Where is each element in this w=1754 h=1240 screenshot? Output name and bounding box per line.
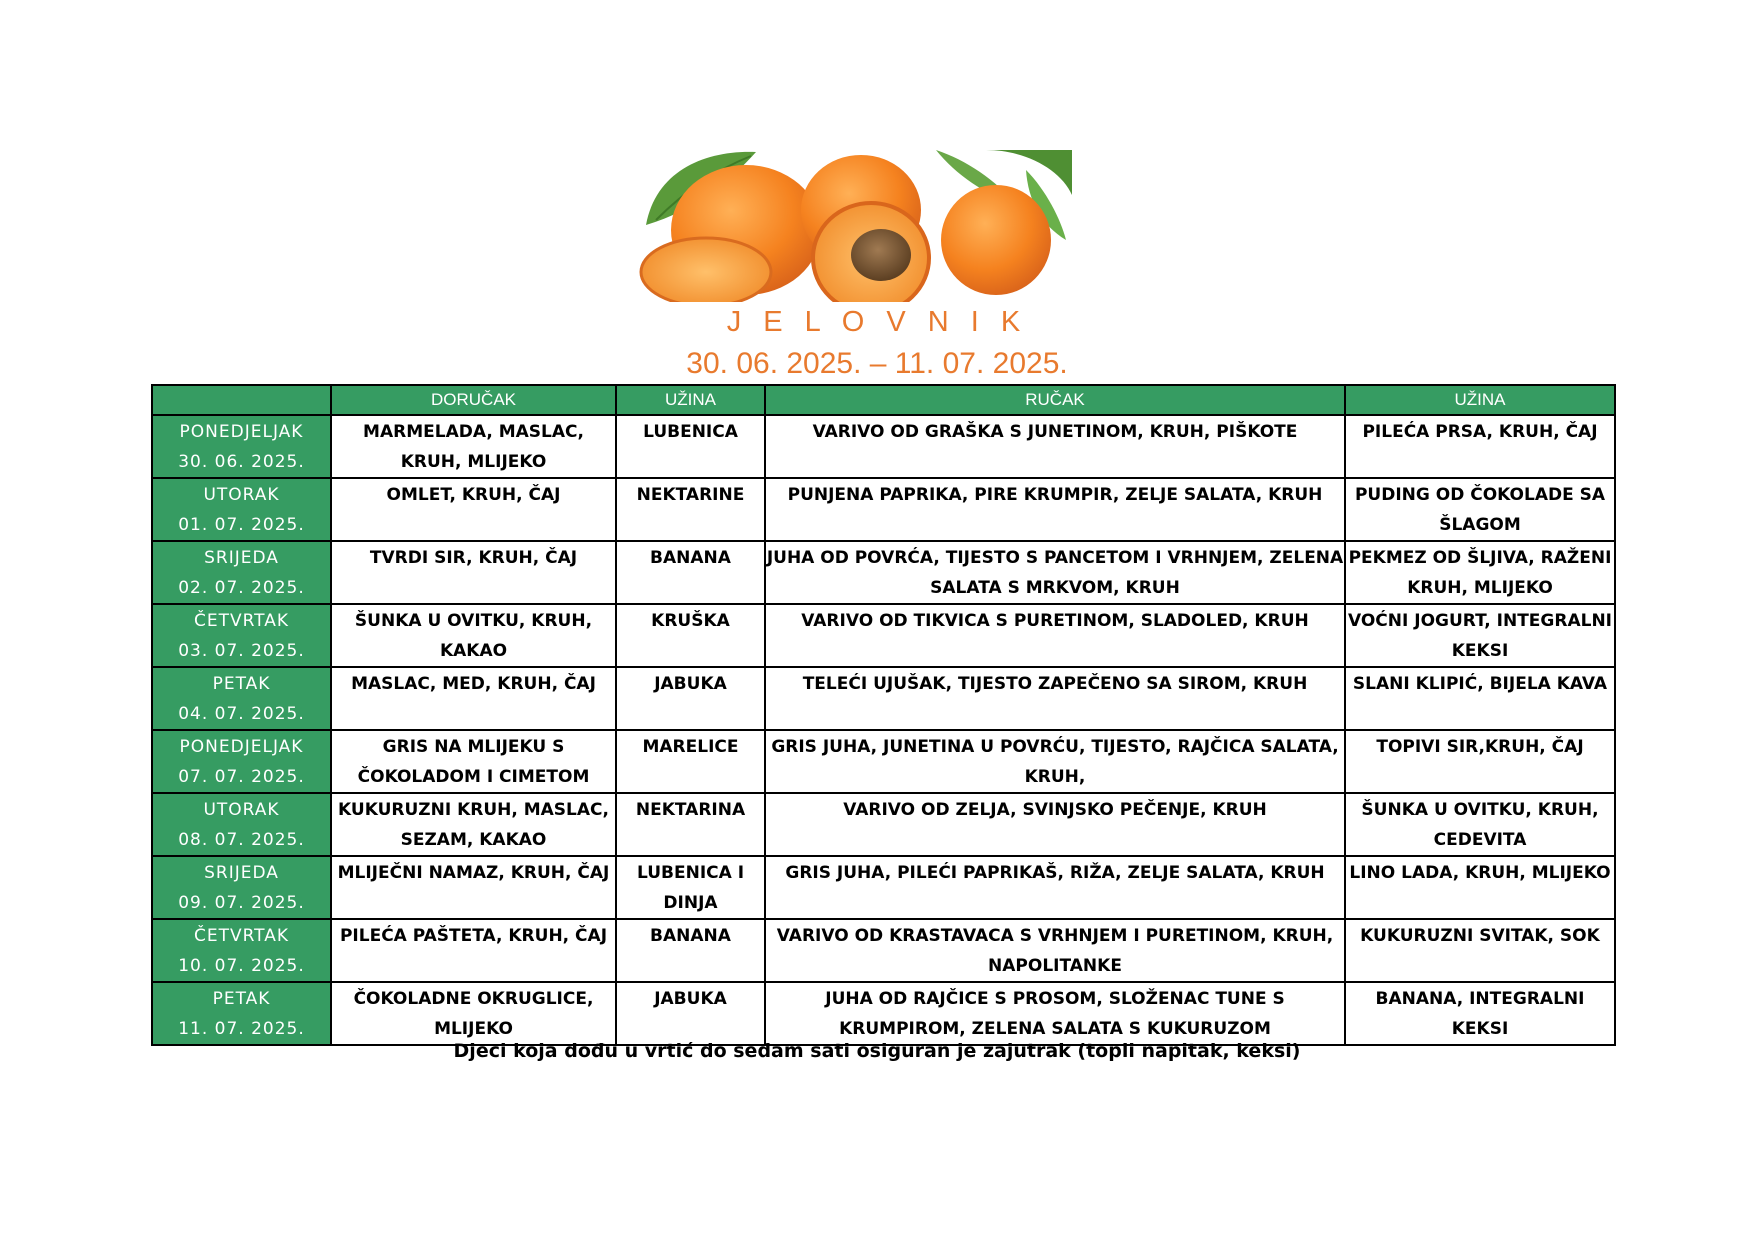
table-row (152, 919, 1615, 982)
day-date: 30. 06. 2025. (178, 452, 305, 472)
table-row (152, 604, 1615, 667)
day-name: UTORAK (203, 800, 280, 820)
rucak-cell: TELEĆI UJUŠAK, TIJESTO ZAPEČENO SA SIROM, KRUH (765, 667, 1345, 730)
uzina1-cell: NEKTARINA (616, 793, 765, 856)
day-cell (152, 982, 331, 1045)
day-cell (152, 793, 331, 856)
day-date: 02. 07. 2025. (178, 578, 305, 598)
day-date: 08. 07. 2025. (178, 830, 305, 850)
uzina2-cell: VOĆNI JOGURT, INTEGRALNI KEKSI (1345, 604, 1615, 667)
uzina2-cell: BANANA, INTEGRALNI KEKSI (1345, 982, 1615, 1045)
uzina2-cell: KUKURUZNI SVITAK, SOK (1345, 919, 1615, 982)
uzina1-cell: KRUŠKA (616, 604, 765, 667)
uzina1-cell: LUBENICA (616, 415, 765, 478)
dorucak-cell: PILEĆA PAŠTETA, KRUH, ČAJ (331, 919, 616, 982)
day-name: ČETVRTAK (193, 611, 290, 631)
date-range: 30. 06. 2025. – 11. 07. 2025. (686, 347, 1068, 380)
day-cell (152, 415, 331, 478)
day-date: 09. 07. 2025. (178, 893, 305, 913)
table-row (152, 478, 1615, 541)
uzina1-cell: JABUKA (616, 667, 765, 730)
header-rucak: RUČAK (765, 385, 1345, 415)
header-day (152, 385, 331, 415)
day-date: 03. 07. 2025. (178, 641, 305, 661)
uzina2-cell: TOPIVI SIR,KRUH, ČAJ (1345, 730, 1615, 793)
uzina2-cell: PUDING OD ČOKOLADE SA ŠLAGOM (1345, 478, 1615, 541)
day-name: SRIJEDA (204, 548, 279, 568)
uzina1-cell: JABUKA (616, 982, 765, 1045)
header-uzina-2: UŽINA (1345, 385, 1615, 415)
table-row (152, 856, 1615, 919)
day-cell (152, 541, 331, 604)
dorucak-cell: TVRDI SIR, KRUH, ČAJ (331, 541, 616, 604)
day-cell (152, 919, 331, 982)
uzina2-cell: SLANI KLIPIĆ, BIJELA KAVA (1345, 667, 1615, 730)
rucak-cell: GRIS JUHA, PILEĆI PAPRIKAŠ, RIŽA, ZELJE SALATA, KRUH (765, 856, 1345, 919)
rucak-cell: VARIVO OD TIKVICA S PURETINOM, SLADOLED, KRUH (765, 604, 1345, 667)
day-name: PONEDJELJAK (179, 737, 304, 757)
day-cell (152, 667, 331, 730)
day-cell (152, 478, 331, 541)
day-name: PONEDJELJAK (179, 422, 304, 442)
dorucak-cell: KUKURUZNI KRUH, MASLAC, SEZAM, KAKAO (331, 793, 616, 856)
header-uzina-1: UŽINA (616, 385, 765, 415)
dorucak-cell: GRIS NA MLIJEKU S ČOKOLADOM I CIMETOM (331, 730, 616, 793)
table-row (152, 793, 1615, 856)
dorucak-cell: MARMELADA, MASLAC, KRUH, MLIJEKO (331, 415, 616, 478)
apricots-image (636, 150, 1072, 302)
rucak-cell: VARIVO OD ZELJA, SVINJSKO PEČENJE, KRUH (765, 793, 1345, 856)
rucak-cell: VARIVO OD KRASTAVACA S VRHNJEM I PURETINOM, KRUH, NAPOLITANKE (765, 919, 1345, 982)
day-name: UTORAK (203, 485, 280, 505)
rucak-cell: PUNJENA PAPRIKA, PIRE KRUMPIR, ZELJE SALATA, KRUH (765, 478, 1345, 541)
dorucak-cell: MLIJEČNI NAMAZ, KRUH, ČAJ (331, 856, 616, 919)
uzina2-cell: PEKMEZ OD ŠLJIVA, RAŽENI KRUH, MLIJEKO (1345, 541, 1615, 604)
dorucak-cell: ŠUNKA U OVITKU, KRUH, KAKAO (331, 604, 616, 667)
table-header-row (152, 385, 1615, 415)
day-cell (152, 730, 331, 793)
dorucak-cell: MASLAC, MED, KRUH, ČAJ (331, 667, 616, 730)
dorucak-cell: ČOKOLADNE OKRUGLICE, MLIJEKO (331, 982, 616, 1045)
table-row (152, 730, 1615, 793)
menu-table (151, 384, 1616, 1046)
uzina2-cell: PILEĆA PRSA, KRUH, ČAJ (1345, 415, 1615, 478)
uzina1-cell: NEKTARINE (616, 478, 765, 541)
day-cell (152, 856, 331, 919)
footnote: Djeci koja dođu u vrtić do sedam sati osiguran je zajutrak (topli napitak, keksi) (453, 1040, 1301, 1062)
day-date: 04. 07. 2025. (178, 704, 305, 724)
uzina1-cell: BANANA (616, 541, 765, 604)
day-name: ČETVRTAK (193, 926, 290, 946)
day-name: SRIJEDA (204, 863, 279, 883)
menu-title: J E L O V N I K (726, 306, 1028, 338)
rucak-cell: JUHA OD POVRĆA, TIJESTO S PANCETOM I VRHNJEM, ZELENA SALATA S MRKVOM, KRUH (765, 541, 1345, 604)
day-date: 01. 07. 2025. (178, 515, 305, 535)
table-row (152, 982, 1615, 1045)
uzina2-cell: LINO LADA, KRUH, MLIJEKO (1345, 856, 1615, 919)
uzina1-cell: LUBENICA I DINJA (616, 856, 765, 919)
uzina1-cell: BANANA (616, 919, 765, 982)
day-name: PETAK (212, 989, 271, 1009)
rucak-cell: GRIS JUHA, JUNETINA U POVRĆU, TIJESTO, RAJČICA SALATA, KRUH, (765, 730, 1345, 793)
rucak-cell: VARIVO OD GRAŠKA S JUNETINOM, KRUH, PIŠKOTE (765, 415, 1345, 478)
table-row (152, 415, 1615, 478)
day-cell (152, 604, 331, 667)
day-date: 07. 07. 2025. (178, 767, 305, 787)
uzina2-cell: ŠUNKA U OVITKU, KRUH, CEDEVITA (1345, 793, 1615, 856)
day-date: 10. 07. 2025. (178, 956, 305, 976)
header-dorucak: DORUČAK (331, 385, 616, 415)
table-row (152, 541, 1615, 604)
dorucak-cell: OMLET, KRUH, ČAJ (331, 478, 616, 541)
rucak-cell: JUHA OD RAJČICE S PROSOM, SLOŽENAC TUNE S KRUMPIROM, ZELENA SALATA S KUKURUZOM (765, 982, 1345, 1045)
day-name: PETAK (212, 674, 271, 694)
day-date: 11. 07. 2025. (178, 1019, 305, 1039)
table-row (152, 667, 1615, 730)
uzina1-cell: MARELICE (616, 730, 765, 793)
